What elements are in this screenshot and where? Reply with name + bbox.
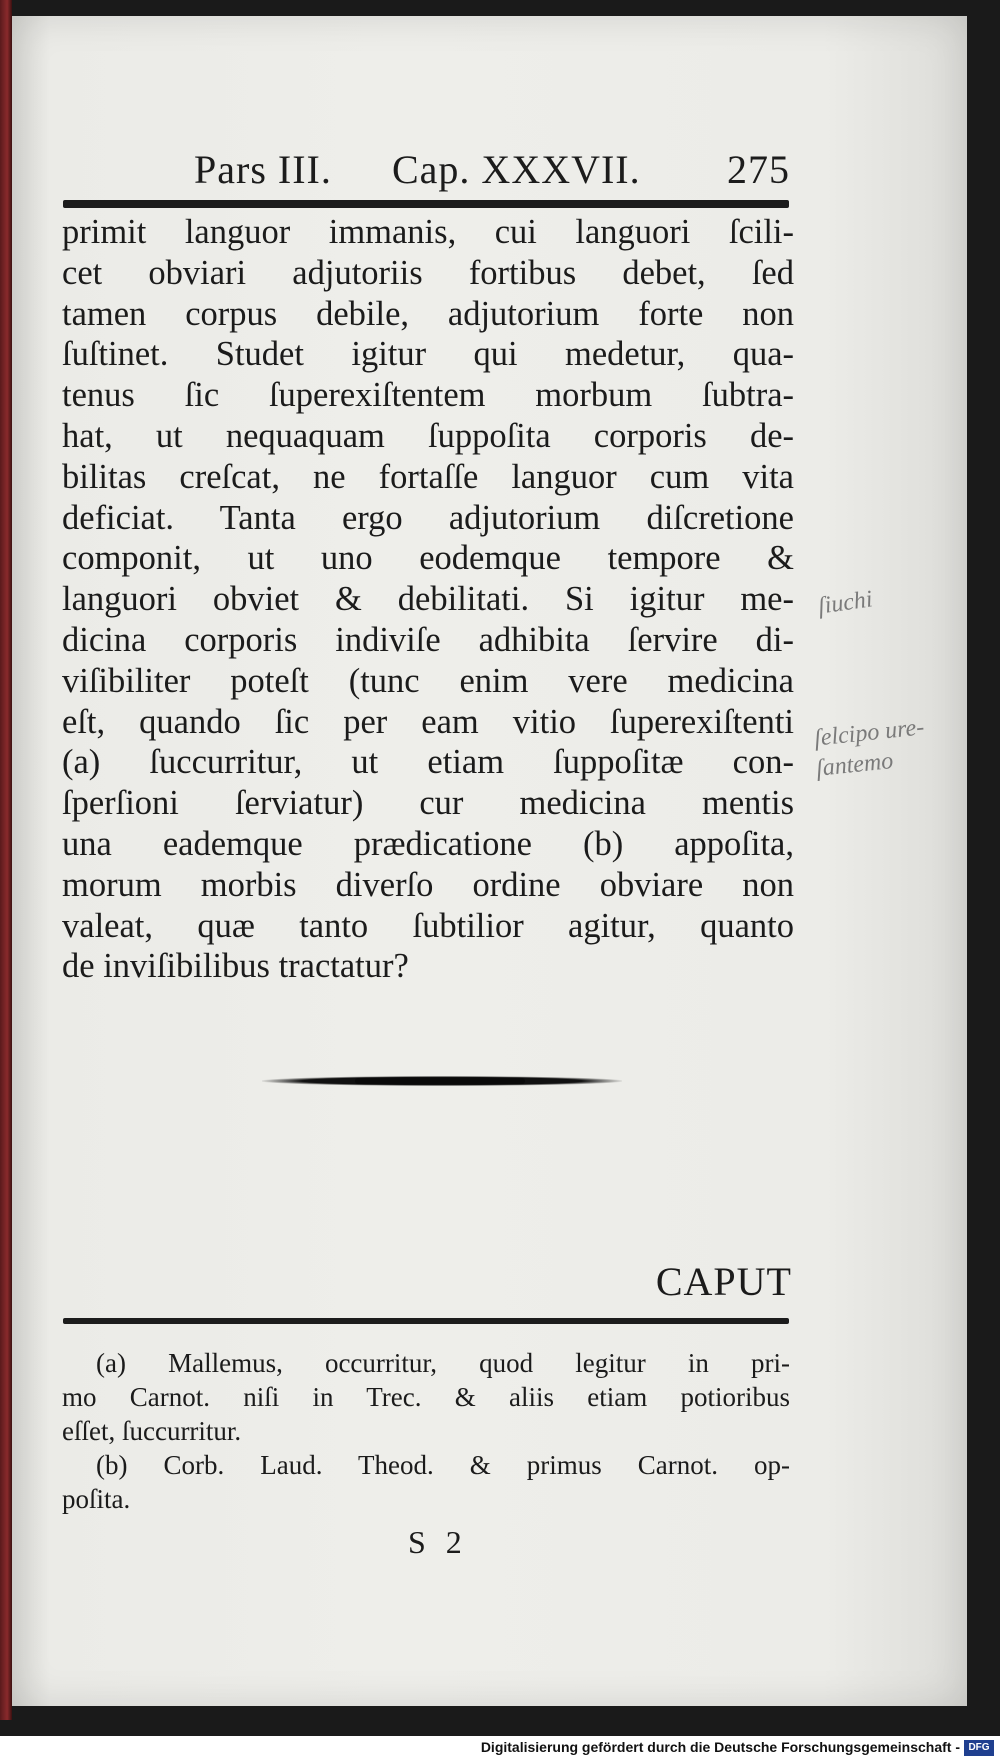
text-line: ſuſtinet. Studet igitur qui medetur, qua- [62, 335, 794, 374]
text-line: valeat, quæ tanto ſubtilior agitur, quanto [62, 906, 794, 945]
page-number: 275 [727, 147, 790, 192]
signature-mark: S 2 [408, 1524, 468, 1560]
text-line: primit languor immanis, cui languori ſcili- [62, 213, 794, 251]
footnote-b-line: poſita. [62, 1484, 131, 1514]
running-header [180, 128, 790, 192]
main-text-block [62, 212, 794, 987]
text-line: deficiat. Tanta ergo adjutorium diſcretione [62, 498, 794, 537]
margin-annotation: ſelcipo ure- [812, 714, 926, 752]
footnote-a-line: mo Carnot. niſi in Trec. & aliis etiam potioribus [62, 1382, 790, 1412]
text-line: componit, ut uno eodemque tempore & [62, 539, 794, 578]
text-line: hat, ut nequaquam ſuppoſita corporis de- [62, 416, 794, 455]
text-line: languori obviet & debilitati. Si igitur me- [62, 580, 794, 619]
catchword: CAPUT [655, 1259, 792, 1304]
footnote-b-line: (b) Corb. Laud. Theod. & primus Carnot. op- [96, 1450, 790, 1480]
funding-text: Digitalisierung gefördert durch die Deutsche Forschungsgemeinschaft - [480, 1739, 960, 1755]
funding-footer [0, 1736, 1000, 1760]
text-line: (a) ſuccurritur, ut etiam ſuppoſitæ con- [62, 743, 794, 782]
text-line: bilitas creſcat, ne fortaſſe languor cum vita [62, 457, 794, 496]
text-line: morum morbis diverſo ordine obviare non [62, 865, 794, 904]
dfg-logo-icon: DFG [964, 1740, 994, 1756]
footnote-a-line: eſſet, ſuccurritur. [62, 1416, 242, 1446]
text-line: cet obviari adjutoriis fortibus debet, ſed [62, 253, 794, 292]
text-line: de inviſibilibus tractatur? [62, 947, 409, 986]
footnotes-block [62, 1346, 790, 1516]
text-line: tenus ſic ſuperexiſtentem morbum ſubtra- [62, 376, 794, 415]
text-line: viſibiliter poteſt (tunc enim vere medicina [62, 661, 794, 700]
text-line: dicina corporis indiviſe adhibita ſervire di- [62, 620, 794, 659]
book-binding-edge [0, 0, 12, 1720]
header-rule [63, 200, 789, 208]
text-line: ſperſioni ſerviatur) cur medicina mentis [62, 784, 794, 823]
ornament-center-bar [355, 1078, 525, 1084]
margin-annotation: ſantemo [814, 748, 895, 782]
header-chapter: Cap. XXXVII. [392, 147, 641, 192]
text-line: eſt, quando ſic per eam vitio ſuperexiſtenti [62, 702, 794, 741]
footnote-a-line: (a) Mallemus, occurritur, quod legitur in pri- [96, 1348, 790, 1378]
text-line: tamen corpus debile, adjutorium forte non [62, 294, 794, 333]
header-pars: Pars III. [194, 147, 332, 192]
footnote-rule [63, 1318, 789, 1324]
margin-annotation: ſiuchi [816, 586, 875, 620]
text-line: una eademque prædicatione (b) appoſita, [62, 824, 794, 863]
